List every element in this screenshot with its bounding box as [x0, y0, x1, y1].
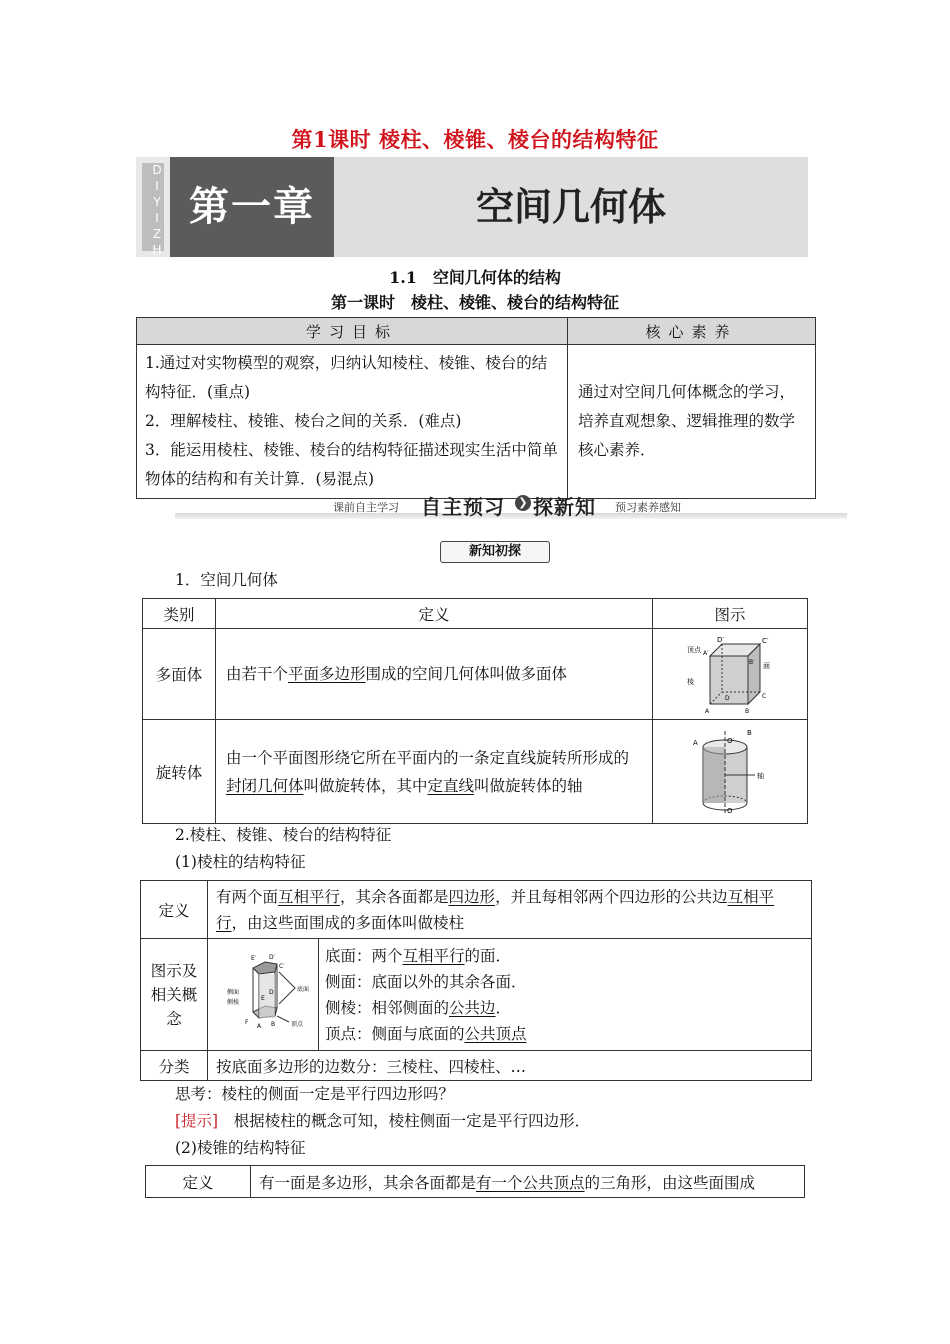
def-key-term: 定直线 — [427, 776, 475, 795]
concept-text: 侧面：底面以外的其余各面． — [325, 972, 527, 991]
fig1-label: 顶点 — [687, 646, 701, 654]
def-text: 由若干个 — [226, 665, 289, 683]
think-question: 思考：棱柱的侧面一定是平行四边形吗？ — [175, 1085, 455, 1103]
def-text: 围成的空间几何体叫做多面体 — [365, 665, 568, 683]
pyramid-def-label: 定义 — [146, 1166, 251, 1198]
fig3-label: E′ — [251, 954, 257, 962]
prism-class-text: 按底面多边形的边数分：三棱柱、四棱柱、… — [208, 1051, 812, 1081]
def-text: 由一个平面图形绕它所在平面内的一条定直线旋转所形成的 — [226, 748, 630, 767]
concept-line — [325, 943, 805, 969]
fig1-label: C — [762, 693, 767, 700]
fig1-label: C′ — [762, 637, 769, 645]
literacy-header: 核心素养 — [568, 318, 816, 345]
solid-of-revolution-category: 旋转体 — [143, 720, 216, 824]
banner-big-b: 探新知 — [533, 495, 596, 519]
polyhedron-definition — [216, 629, 653, 720]
chapter-title: 空间几何体 — [475, 185, 666, 229]
banner-strip — [136, 157, 170, 307]
concept-key: 公共顶点 — [464, 1024, 527, 1043]
col-figure-header: 图示 — [653, 599, 808, 629]
prism-table — [140, 880, 812, 1081]
hint-line — [175, 1109, 590, 1133]
def-text: ，其余各面都是 — [340, 887, 449, 906]
fig3-label: 底面 — [297, 985, 310, 993]
prism-def-label: 定义 — [141, 881, 208, 939]
def-text: 的三角形，由这些面围成 — [584, 1173, 756, 1192]
goal-item: 2．理解棱柱、棱锥、棱台之间的关系．(难点) — [145, 412, 462, 430]
banner-right-small: 预习素养感知 — [615, 501, 681, 514]
fig3-label: F — [245, 1018, 249, 1026]
banner-big-a: 自主预习 — [421, 495, 505, 519]
fig1-label: D′ — [717, 636, 724, 644]
item2-2-title: (2)棱锥的结构特征 — [175, 1139, 306, 1157]
prism-class-label: 分类 — [141, 1051, 208, 1081]
goals-header: 学习目标 — [137, 318, 568, 345]
fig2-label: A — [693, 738, 698, 747]
item2-1-title: (1)棱柱的结构特征 — [175, 853, 306, 871]
fig3-label: D′ — [269, 953, 275, 961]
cylinder-figure — [653, 720, 808, 824]
arrow-circle-icon: ❯ — [515, 495, 531, 511]
subsection-heading: 第一课时 棱柱、棱锥、棱台的结构特征 — [330, 293, 619, 312]
banner-vertical-text: DIYIZHANG — [142, 163, 164, 251]
def-text: ，并且每相邻两个四边形的公共边 — [495, 887, 728, 906]
fig2-label: O′ — [727, 736, 735, 745]
goal-item: 1.通过对实物模型的观察，归纳认知棱柱、棱锥、棱台的结构特征．(重点) — [145, 354, 548, 401]
concept-line — [325, 1021, 805, 1047]
goals-table — [136, 317, 816, 499]
def-text: 叫做旋转体，其中 — [303, 776, 428, 795]
def-key-term: 互相平行 — [216, 887, 775, 932]
concept-text: 底面：两个 — [325, 946, 403, 965]
polyhedron-figure — [653, 629, 808, 720]
concept-text: 的面． — [464, 946, 512, 965]
def-text: 有两个面 — [216, 887, 279, 906]
cuboid-diagram — [685, 634, 775, 714]
fig3-label: 侧面 — [227, 988, 240, 996]
fig1-label: 面 — [763, 662, 770, 670]
def-text: 叫做旋转体的轴 — [474, 776, 583, 795]
def-text: 有一面是多边形，其余各面都是 — [259, 1173, 477, 1192]
fig2-label: 轴 — [757, 771, 764, 780]
concept-line — [325, 969, 805, 995]
solid-of-revolution-definition — [216, 720, 653, 824]
concept-key: 公共边 — [449, 998, 496, 1017]
goal-item: 3．能运用棱柱、棱锥、棱台的结构特征描述现实生活中简单物体的结构和有关计算．(易混点) — [145, 441, 558, 488]
solid-types-table — [142, 598, 808, 824]
section-banner — [175, 491, 847, 525]
literacy-text: 通过对空间几何体概念的学习，培养直观想象、逻辑推理的数学核心素养． — [578, 383, 796, 459]
col-definition-header: 定义 — [216, 599, 653, 629]
concept-key: 互相平行 — [402, 946, 465, 965]
prism-figure-label: 图示及相关概念 — [141, 939, 208, 1051]
pyramid-table — [145, 1165, 805, 1198]
fig2-label: B — [747, 728, 752, 737]
fig2-label: O — [727, 806, 733, 815]
fig3-label: 顶点 — [291, 1020, 304, 1028]
hint-text: 根据棱柱的概念可知，棱柱侧面一定是平行四边形． — [233, 1112, 591, 1130]
fig3-label: C′ — [279, 962, 285, 970]
prism-diagram — [213, 950, 313, 1040]
fig1-label: B — [745, 708, 750, 714]
def-key-term: 封闭几何体 — [226, 776, 304, 795]
concept-text: ． — [495, 998, 512, 1017]
polyhedron-category: 多面体 — [143, 629, 216, 720]
cylinder-diagram — [685, 727, 775, 817]
section-heading: 1.1 空间几何体的结构 — [389, 268, 561, 287]
goals-cell — [137, 345, 568, 499]
concept-text: 顶点：侧面与底面的 — [325, 1024, 465, 1043]
lesson-title: 第1课时 棱柱、棱锥、棱台的结构特征 — [291, 127, 659, 152]
fig1-label: 棱 — [687, 678, 694, 686]
concept-line — [325, 995, 805, 1021]
def-key-term: 有一个公共顶点 — [476, 1173, 585, 1192]
banner-left-small: 课前自主学习 — [333, 501, 399, 514]
def-key-term: 互相平行 — [278, 887, 341, 906]
prism-figure — [208, 939, 319, 1051]
fig3-label: D — [269, 988, 274, 996]
item1-title: 1．空间几何体 — [175, 571, 278, 589]
def-key-term: 四边形 — [448, 887, 496, 906]
prism-definition — [208, 881, 812, 939]
fig3-label: E — [261, 994, 265, 1002]
hint-label: [提示] — [175, 1112, 219, 1130]
item2-title: 2.棱柱、棱锥、棱台的结构特征 — [175, 826, 392, 844]
prism-concepts — [319, 939, 812, 1051]
col-category-header: 类别 — [143, 599, 216, 629]
def-text: ，由这些面围成的多面体叫做棱柱 — [231, 913, 465, 932]
new-knowledge-badge: 新知初探 — [440, 541, 550, 563]
literacy-cell — [568, 345, 816, 499]
def-key-term: 平面多边形 — [288, 665, 366, 683]
fig1-label: B′ — [749, 659, 755, 666]
fig1-label: D — [725, 695, 730, 702]
fig1-label: A′ — [703, 650, 709, 657]
fig1-label: A — [705, 708, 710, 714]
concept-text: 侧棱：相邻侧面的 — [325, 998, 450, 1017]
fig3-label: 侧棱 — [227, 998, 240, 1006]
chapter-label: 第一章 — [170, 157, 334, 257]
pyramid-definition — [251, 1166, 805, 1198]
fig3-label: A — [257, 1022, 262, 1030]
fig3-label: B — [271, 1020, 276, 1028]
banner-rule — [175, 513, 847, 519]
